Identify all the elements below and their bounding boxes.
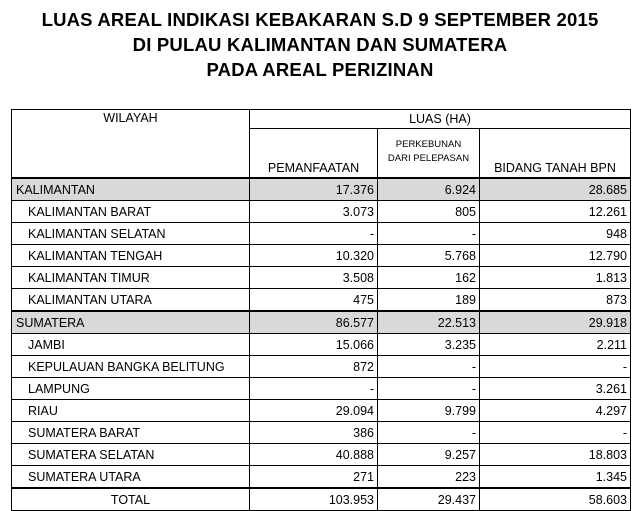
row-pemanfaatan: 271 xyxy=(250,466,378,489)
row-bidang-tanah: 4.297 xyxy=(480,400,631,422)
title-line-1: LUAS AREAL INDIKASI KEBAKARAN S.D 9 SEPTEMBER 2015 xyxy=(41,9,599,30)
table-row xyxy=(12,444,631,466)
row-bidang-tanah: 12.790 xyxy=(480,245,631,267)
row-name: KALIMANTAN SELATAN xyxy=(12,223,250,245)
row-bidang-tanah: 1.345 xyxy=(480,466,631,489)
row-perkebunan: 162 xyxy=(378,267,480,289)
table-row xyxy=(12,267,631,289)
row-bidang-tanah: 1.813 xyxy=(480,267,631,289)
row-perkebunan: 29.437 xyxy=(378,488,480,511)
row-pemanfaatan: 15.066 xyxy=(250,334,378,356)
row-perkebunan: 6.924 xyxy=(378,178,480,201)
row-name: LAMPUNG xyxy=(12,378,250,400)
row-bidang-tanah: 18.803 xyxy=(480,444,631,466)
row-pemanfaatan: 475 xyxy=(250,289,378,312)
row-pemanfaatan: 17.376 xyxy=(250,178,378,201)
row-name: KALIMANTAN TIMUR xyxy=(12,267,250,289)
row-perkebunan: - xyxy=(378,356,480,378)
row-pemanfaatan: - xyxy=(250,378,378,400)
header-perkebunan xyxy=(378,129,480,179)
row-perkebunan: 805 xyxy=(378,201,480,223)
row-bidang-tanah: - xyxy=(480,356,631,378)
row-pemanfaatan: 40.888 xyxy=(250,444,378,466)
row-bidang-tanah: - xyxy=(480,422,631,444)
row-pemanfaatan: 386 xyxy=(250,422,378,444)
row-name: TOTAL xyxy=(12,488,250,511)
row-perkebunan: 22.513 xyxy=(378,311,480,334)
header-pemanfaatan: PEMANFAATAN xyxy=(250,129,378,179)
row-bidang-tanah: 58.603 xyxy=(480,488,631,511)
row-pemanfaatan: 3.508 xyxy=(250,267,378,289)
header-luas: LUAS (HA) xyxy=(250,110,631,129)
table-row xyxy=(12,334,631,356)
row-pemanfaatan: 3.073 xyxy=(250,201,378,223)
header-bidang-tanah: BIDANG TANAH BPN xyxy=(480,129,631,179)
row-bidang-tanah: 948 xyxy=(480,223,631,245)
title-line-2: DI PULAU KALIMANTAN DAN SUMATERA xyxy=(132,34,508,55)
document-title xyxy=(0,0,640,98)
table-row-group xyxy=(12,178,631,201)
row-pemanfaatan: 86.577 xyxy=(250,311,378,334)
row-name: KALIMANTAN TENGAH xyxy=(12,245,250,267)
table-row xyxy=(12,422,631,444)
row-name: SUMATERA UTARA xyxy=(12,466,250,489)
row-perkebunan: 9.799 xyxy=(378,400,480,422)
row-name: KALIMANTAN BARAT xyxy=(12,201,250,223)
row-name: RIAU xyxy=(12,400,250,422)
table-row xyxy=(12,201,631,223)
row-perkebunan: 5.768 xyxy=(378,245,480,267)
row-name: KALIMANTAN UTARA xyxy=(12,289,250,312)
row-bidang-tanah: 2.211 xyxy=(480,334,631,356)
header-perkebunan-line2: DARI PELEPASAN xyxy=(387,153,470,164)
table-row xyxy=(12,289,631,312)
row-bidang-tanah: 12.261 xyxy=(480,201,631,223)
row-bidang-tanah: 29.918 xyxy=(480,311,631,334)
row-perkebunan: 3.235 xyxy=(378,334,480,356)
table-row xyxy=(12,400,631,422)
table-row-group xyxy=(12,311,631,334)
row-perkebunan: - xyxy=(378,378,480,400)
table-row xyxy=(12,378,631,400)
row-pemanfaatan: 103.953 xyxy=(250,488,378,511)
row-name: KALIMANTAN xyxy=(12,178,250,201)
row-name: KEPULAUAN BANGKA BELITUNG xyxy=(12,356,250,378)
table-row xyxy=(12,356,631,378)
table-row xyxy=(12,466,631,489)
header-row-1 xyxy=(12,110,631,129)
row-pemanfaatan: - xyxy=(250,223,378,245)
header-wilayah: WILAYAH xyxy=(12,110,250,179)
row-perkebunan: 189 xyxy=(378,289,480,312)
row-perkebunan: 9.257 xyxy=(378,444,480,466)
row-name: SUMATERA SELATAN xyxy=(12,444,250,466)
row-name: JAMBI xyxy=(12,334,250,356)
row-pemanfaatan: 872 xyxy=(250,356,378,378)
row-bidang-tanah: 873 xyxy=(480,289,631,312)
table-row-total xyxy=(12,488,631,511)
row-perkebunan: 223 xyxy=(378,466,480,489)
row-perkebunan: - xyxy=(378,223,480,245)
header-perkebunan-line1: PERKEBUNAN xyxy=(395,139,462,150)
row-perkebunan: - xyxy=(378,422,480,444)
table-row xyxy=(12,223,631,245)
table-row xyxy=(12,245,631,267)
row-bidang-tanah: 3.261 xyxy=(480,378,631,400)
data-table xyxy=(11,109,631,511)
row-bidang-tanah: 28.685 xyxy=(480,178,631,201)
title-line-3: PADA AREAL PERIZINAN xyxy=(206,59,434,80)
row-pemanfaatan: 29.094 xyxy=(250,400,378,422)
row-name: SUMATERA BARAT xyxy=(12,422,250,444)
row-name: SUMATERA xyxy=(12,311,250,334)
row-pemanfaatan: 10.320 xyxy=(250,245,378,267)
